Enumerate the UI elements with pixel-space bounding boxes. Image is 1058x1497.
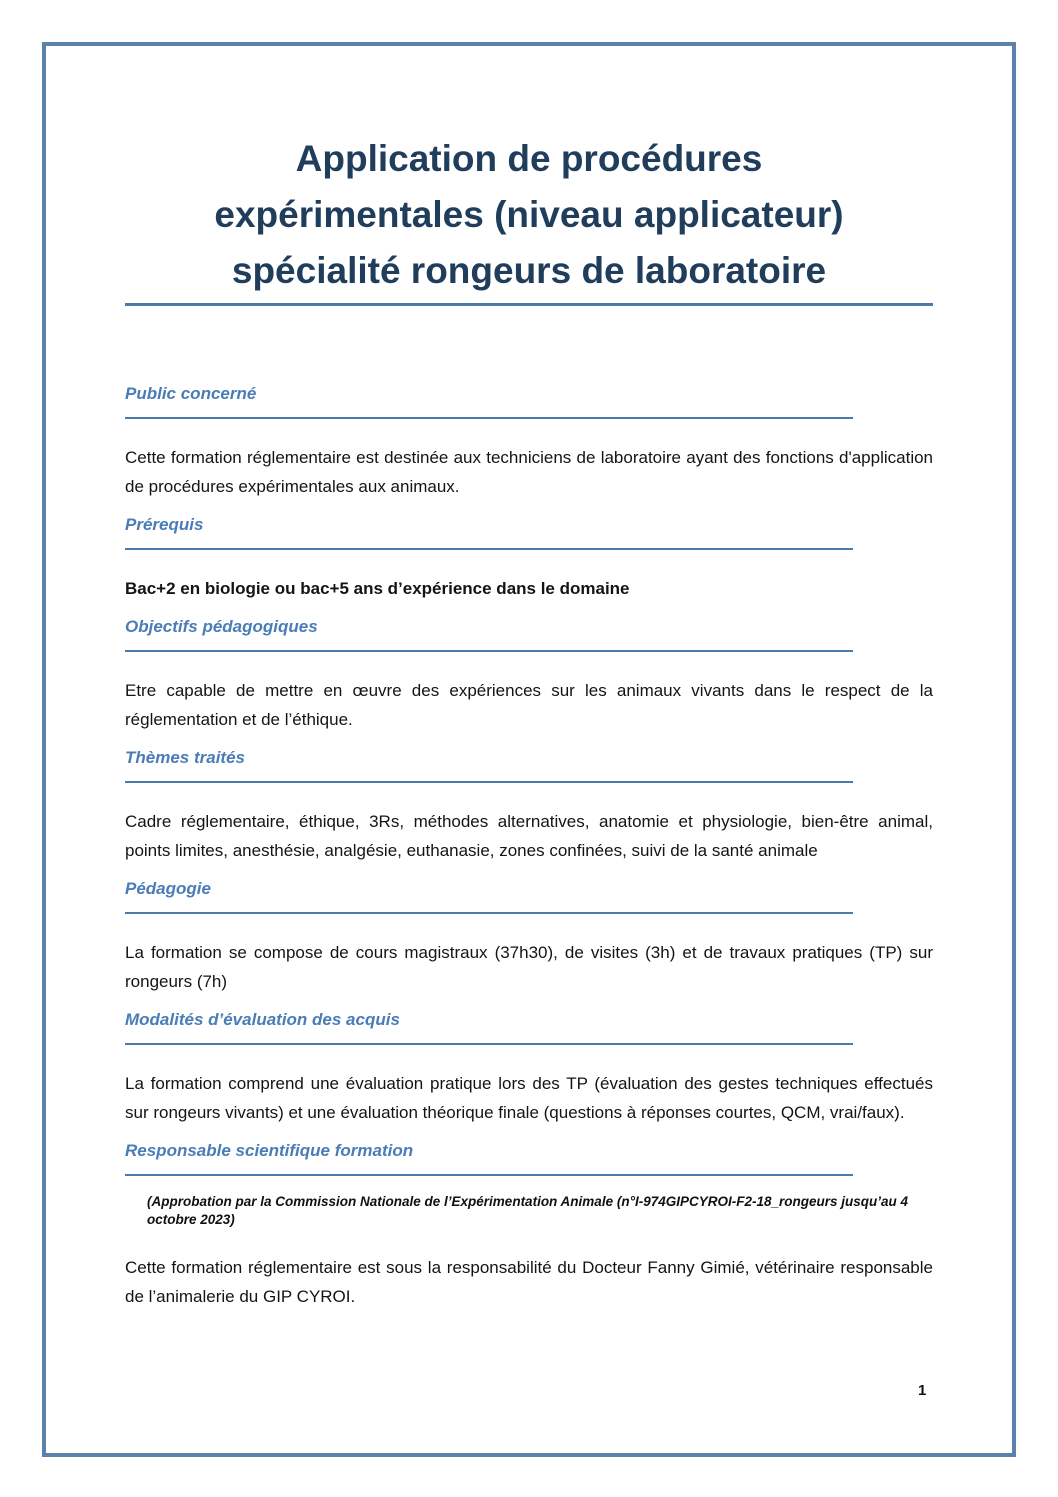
section-divider	[125, 912, 853, 914]
section-heading-responsable-scientifique: Responsable scientifique formation	[125, 1141, 414, 1160]
section-body-prerequis: Bac+2 en biologie ou bac+5 ans d’expérience dans le domaine	[125, 579, 630, 598]
section-divider	[125, 781, 853, 783]
section-heading-prerequis: Prérequis	[125, 515, 204, 534]
title-line-1: Application de procédures	[295, 138, 763, 179]
section-heading-objectifs-pedagogiques: Objectifs pédagogiques	[125, 617, 318, 636]
section-divider	[125, 650, 853, 652]
title-line-3: spécialité rongeurs de laboratoire	[231, 250, 827, 291]
section-prerequis	[125, 514, 933, 603]
section-body-objectifs-pedagogiques: Etre capable de mettre en œuvre des expériences sur les animaux vivants dans le respect de la réglementation et de l’éthique.	[125, 681, 933, 729]
section-objectifs-pedagogiques	[125, 616, 933, 734]
document-content	[125, 0, 933, 1311]
section-heading-themes-traites: Thèmes traités	[125, 748, 245, 767]
section-divider	[125, 548, 853, 550]
section-body-responsable-scientifique: Cette formation réglementaire est sous la responsabilité du Docteur Fanny Gimié, vétérinaire responsable de l’animalerie du GIP CYROI.	[125, 1258, 933, 1306]
section-divider	[125, 1043, 853, 1045]
section-body-themes-traites: Cadre réglementaire, éthique, 3Rs, méthodes alternatives, anatomie et physiologie, bien-être animal, points limites, anesthésie, analgésie, euthanasie, zones confinées, suivi de la santé animale	[125, 812, 933, 860]
section-pedagogie	[125, 878, 933, 996]
section-body-public-concerne: Cette formation réglementaire est destinée aux techniciens de laboratoire ayant des fonctions d'application de procédures expérimentales aux animaux.	[125, 448, 933, 496]
section-body-modalites-evaluation: La formation comprend une évaluation pratique lors des TP (évaluation des gestes techniques effectués sur rongeurs vivants) et une évaluation théorique finale (questions à réponses courtes, QCM, vrai/faux).	[125, 1074, 933, 1122]
approbation-note: (Approbation par la Commission Nationale de l’Expérimentation Animale (n°I-974GIPCYROI-F2-18_rongeurs jusqu’au 4 octobre 2023)	[147, 1194, 909, 1227]
section-responsable-scientifique	[125, 1140, 933, 1311]
section-modalites-evaluation	[125, 1009, 933, 1127]
section-heading-pedagogie: Pédagogie	[125, 879, 211, 898]
document-title	[125, 131, 933, 299]
section-themes-traites	[125, 747, 933, 865]
page-number: 1	[918, 1382, 927, 1399]
section-divider	[125, 1174, 853, 1176]
section-heading-public-concerne: Public concerné	[125, 384, 257, 403]
section-heading-modalites-evaluation: Modalités d’évaluation des acquis	[125, 1010, 400, 1029]
section-divider	[125, 417, 853, 419]
title-divider	[125, 303, 933, 306]
title-line-2: expérimentales (niveau applicateur)	[214, 194, 844, 235]
section-public-concerne	[125, 383, 933, 501]
section-body-pedagogie: La formation se compose de cours magistraux (37h30), de visites (3h) et de travaux pratiques (TP) sur rongeurs (7h)	[125, 943, 933, 991]
